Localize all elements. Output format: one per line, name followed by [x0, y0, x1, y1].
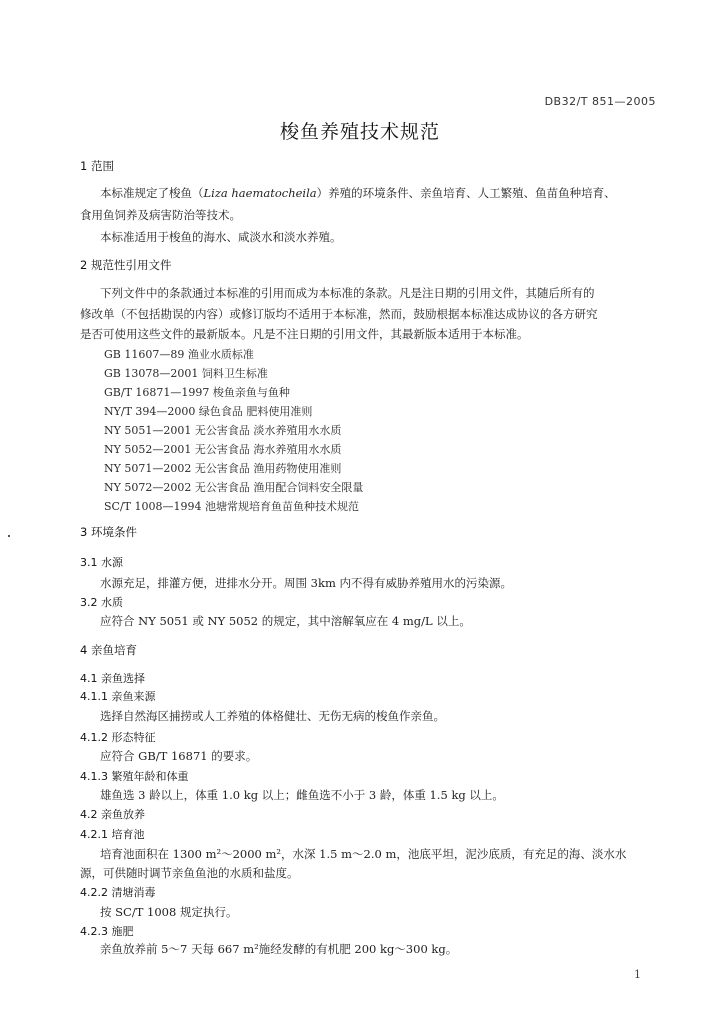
subsection-4-2-2-heading: 4.2.2 清塘消毒	[80, 886, 156, 899]
subsection-4-1-2-text: 应符合 GB/T 16871 的要求。	[100, 749, 258, 763]
subsection-4-1-heading: 4.1 亲鱼选择	[80, 672, 145, 685]
subsection-4-2-1-text-line-1: 培育池面积在 1300 m²～2000 m²，水深 1.5 m～2.0 m，池底平坦，泥沙底质，有充足的海、淡水水	[100, 847, 627, 861]
reference-item: GB 11607—89 渔业水质标准	[104, 348, 254, 361]
subsection-4-2-3-text: 亲鱼放养前 5～7 天每 667 m²施经发酵的有机肥 200 kg～300 kg。	[100, 942, 458, 956]
section-2-heading: 2 规范性引用文件	[80, 258, 172, 272]
subsection-3-2-heading: 3.2 水质	[80, 596, 123, 609]
subsection-4-2-1-heading: 4.2.1 培育池	[80, 828, 145, 841]
reference-item: GB 13078—2001 饲料卫生标准	[104, 367, 268, 380]
reference-item: NY 5051—2001 无公害食品 淡水养殖用水水质	[104, 424, 342, 437]
subsection-4-2-1-text-line-2: 源，可供随时调节亲鱼鱼池的水质和盐度。	[80, 866, 299, 880]
subsection-4-1-1-text: 选择自然海区捕捞或人工养殖的体格健壮、无伤无病的梭鱼作亲鱼。	[100, 709, 445, 723]
text-segment: 本标准规定了梭鱼（	[100, 186, 204, 200]
subsection-4-2-3-heading: 4.2.3 施肥	[80, 925, 134, 938]
subsection-4-2-heading: 4.2 亲鱼放养	[80, 808, 145, 821]
subsection-4-1-3-heading: 4.1.3 繁殖年龄和体重	[80, 770, 189, 783]
reference-item: NY 5052—2001 无公害食品 海水养殖用水水质	[104, 443, 342, 456]
scan-speck	[8, 535, 10, 537]
reference-item: GB/T 16871—1997 梭鱼亲鱼与鱼种	[104, 386, 290, 399]
section-2-para-line-2: 修改单（不包括勘误的内容）或修订版均不适用于本标准，然而，鼓励根据本标准达成协议的各方研究	[80, 307, 598, 321]
page-number: 1	[634, 968, 641, 981]
subsection-4-1-2-heading: 4.1.2 形态特征	[80, 731, 156, 744]
reference-item: NY/T 394—2000 绿色食品 肥料使用准则	[104, 405, 313, 418]
section-2-para-line-3: 是否可使用这些文件的最新版本。凡是不注日期的引用文件，其最新版本适用于本标准。	[80, 327, 529, 341]
section-2-para-line-1: 下列文件中的条款通过本标准的引用而成为本标准的条款。凡是注日期的引用文件，其随后所有的	[100, 286, 595, 300]
document-title: 梭鱼养殖技术规范	[279, 121, 440, 143]
standard-number: DB32/T 851—2005	[544, 95, 656, 108]
section-4-heading: 4 亲鱼培育	[80, 643, 137, 657]
subsection-4-1-1-heading: 4.1.1 亲鱼来源	[80, 690, 156, 703]
section-1-para-1-line-2: 食用鱼饲养及病害防治等技术。	[80, 208, 241, 222]
subsection-3-2-text: 应符合 NY 5051 或 NY 5052 的规定，其中溶解氧应在 4 mg/L 以上。	[100, 614, 471, 628]
text-segment: ）养殖的环境条件、亲鱼培育、人工繁殖、鱼苗鱼种培育、	[316, 186, 616, 200]
section-1-para-1-line-1	[100, 185, 616, 201]
section-1-para-2: 本标准适用于梭鱼的海水、咸淡水和淡水养殖。	[100, 230, 342, 244]
reference-item: SC/T 1008—1994 池塘常规培育鱼苗鱼种技术规范	[104, 500, 359, 513]
latin-species-name: Liza haematocheila	[203, 186, 317, 200]
subsection-3-1-text: 水源充足，排灌方便，进排水分开。周围 3km 内不得有威胁养殖用水的污染源。	[100, 576, 512, 590]
section-3-heading: 3 环境条件	[80, 525, 137, 539]
reference-item: NY 5072—2002 无公害食品 渔用配合饲料安全限量	[104, 481, 364, 494]
subsection-4-1-3-text: 雄鱼选 3 龄以上，体重 1.0 kg 以上；雌鱼选不小于 3 龄，体重 1.5 kg 以上。	[100, 788, 504, 802]
section-1-heading: 1 范围	[80, 159, 114, 173]
subsection-4-2-2-text: 按 SC/T 1008 规定执行。	[100, 905, 238, 919]
subsection-3-1-heading: 3.1 水源	[80, 556, 123, 569]
reference-item: NY 5071—2002 无公害食品 渔用药物使用准则	[104, 462, 342, 475]
